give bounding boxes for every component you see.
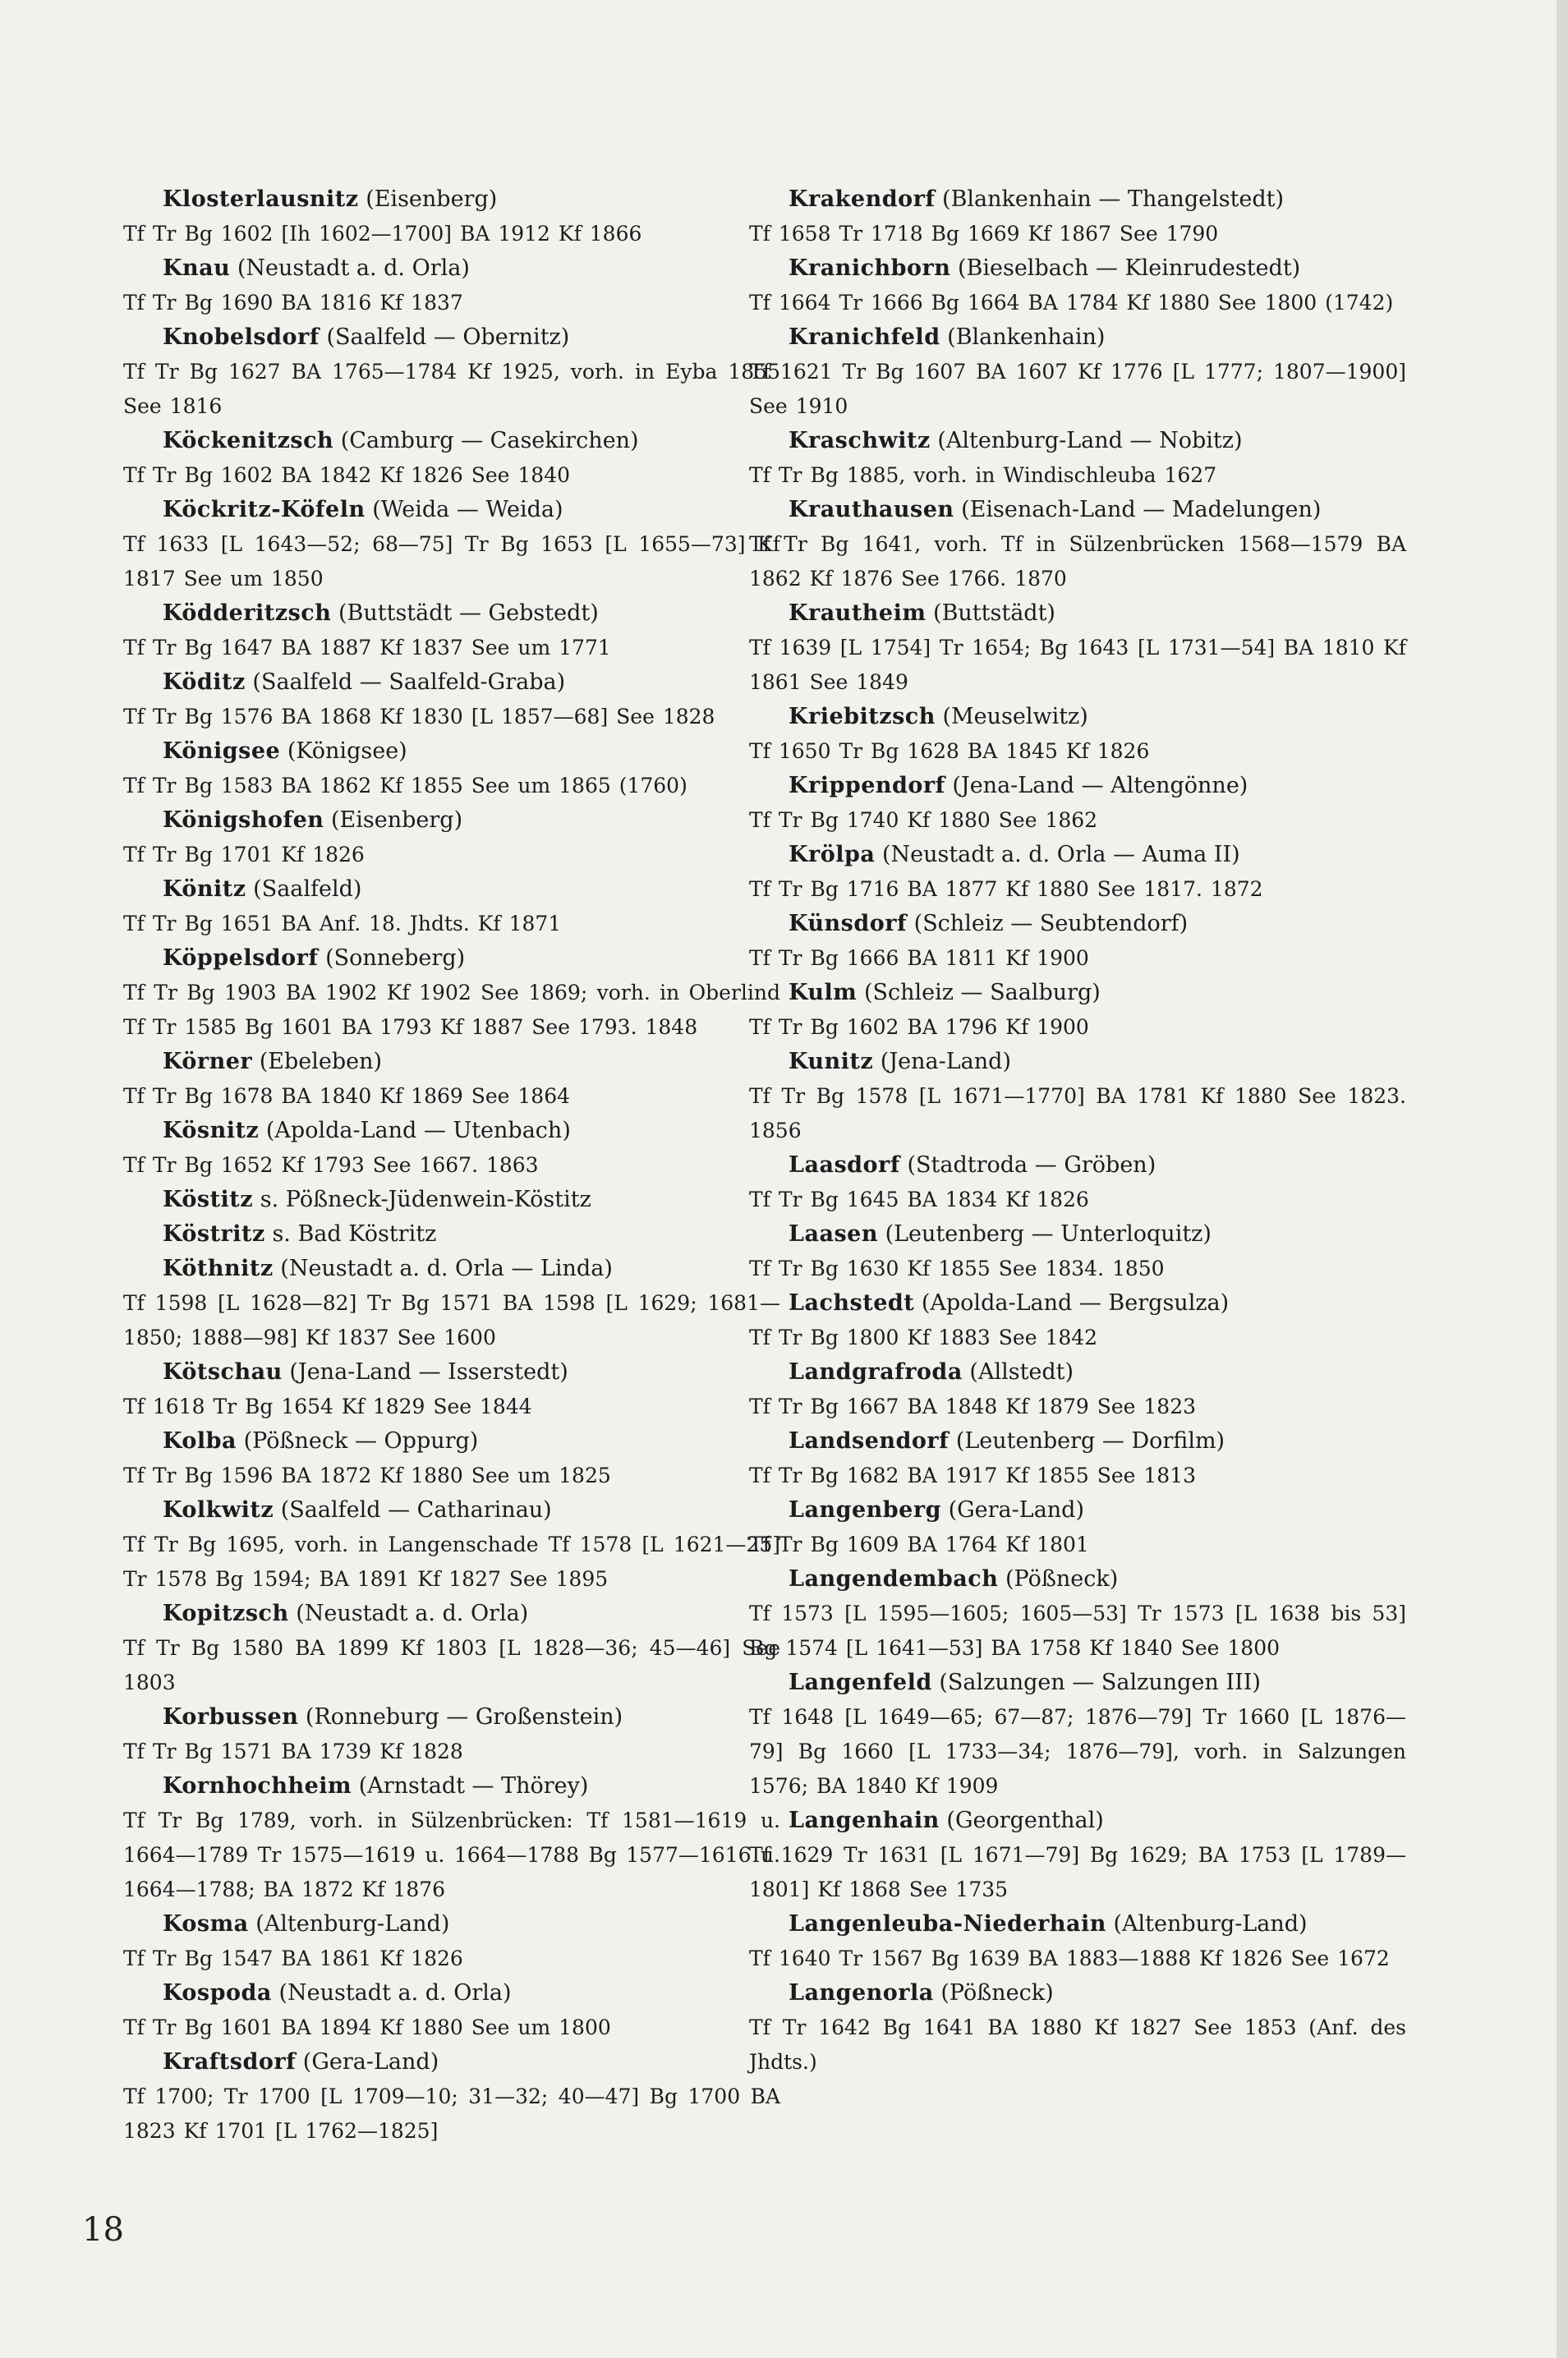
- entry-heading: [749, 251, 1406, 286]
- register-entry: [123, 734, 780, 803]
- entry-records: Tf 1700; Tr 1700 [L 1709—10; 31—32; 40—47] Bg 1700 BA 1823 Kf 1701 [L 1762—1825]: [123, 2085, 780, 2143]
- entry-heading: [123, 1769, 780, 1804]
- register-entry: [749, 182, 1406, 251]
- place-name: Knobelsdorf: [163, 324, 320, 350]
- entry-records: Tf Tr Bg 1641, vorh. Tf in Sülzenbrücken 1568—1579 BA 1862 Kf 1876 See 1766. 1870: [749, 532, 1406, 591]
- register-entry: [749, 838, 1406, 907]
- entry-records: Tf Tr Bg 1630 Kf 1855 See 1834. 1850: [749, 1257, 1165, 1280]
- place-name: Kosma: [163, 1911, 249, 1937]
- register-entry: [123, 872, 780, 941]
- place-region: (Buttstädt — Gebstedt): [338, 600, 599, 626]
- register-entry: [749, 1907, 1406, 1976]
- place-region: (Schleiz — Seubtendorf): [913, 911, 1189, 936]
- entry-records: Tf Tr Bg 1678 BA 1840 Kf 1869 See 1864: [123, 1084, 571, 1108]
- register-entry: [123, 182, 780, 251]
- place-region: (Blankenhain): [947, 324, 1106, 350]
- register-entry: [123, 1597, 780, 1700]
- place-region: (Eisenberg): [366, 186, 498, 212]
- place-name: Köstritz: [163, 1221, 265, 1247]
- entry-records: Tf 1573 [L 1595—1605; 1605—53] Tr 1573 [L 1638 bis 53] Bg 1574 [L 1641—53] BA 1758 Kf 1840 See 1800: [749, 1602, 1406, 1660]
- entry-heading: [749, 1804, 1406, 1838]
- register-entry: [123, 1493, 780, 1597]
- place-region: (Pößneck): [1005, 1566, 1119, 1592]
- page-number: 18: [82, 2211, 124, 2249]
- register-entry: [749, 1976, 1406, 2080]
- place-region: (Pößneck — Oppurg): [243, 1428, 479, 1454]
- place-region: (Neustadt a. d. Orla — Auma II): [881, 842, 1240, 867]
- place-region: (Gera-Land): [302, 2049, 439, 2075]
- place-name: Kulm: [789, 980, 858, 1005]
- entry-records: Tf Tr Bg 1576 BA 1868 Kf 1830 [L 1857—68] See 1828: [123, 705, 715, 729]
- entry-heading: [749, 1976, 1406, 2011]
- place-name: Kospoda: [163, 1980, 272, 2006]
- place-name: Landsendorf: [789, 1428, 950, 1454]
- place-name: Kraftsdorf: [163, 2049, 297, 2075]
- place-name: Korbussen: [163, 1704, 299, 1730]
- register-entry: [123, 665, 780, 734]
- left-column: [123, 182, 780, 2149]
- place-region: (Weida — Weida): [372, 497, 563, 522]
- register-entry: [123, 1907, 780, 1976]
- entry-heading: [123, 734, 780, 769]
- entry-heading: [123, 596, 780, 631]
- register-entry: [123, 320, 780, 424]
- entry-heading: [123, 1424, 780, 1459]
- entry-heading: [123, 1217, 780, 1252]
- place-region: (Camburg — Casekirchen): [340, 428, 639, 453]
- entry-heading: [123, 2045, 780, 2080]
- place-name: Köditz: [163, 669, 246, 695]
- right-column: [749, 182, 1406, 2080]
- place-region: (Jena-Land): [880, 1049, 1011, 1074]
- page-edge: [1557, 0, 1568, 2358]
- entry-heading: [123, 1355, 780, 1390]
- register-entry: [749, 424, 1406, 493]
- place-region: (Sonneberg): [325, 945, 466, 971]
- place-region: (Saalfeld — Catharinau): [280, 1497, 552, 1523]
- register-entry: [123, 1252, 780, 1355]
- place-region: (Altenburg-Land): [255, 1911, 450, 1937]
- register-entry: [123, 424, 780, 493]
- place-region: (Eisenberg): [331, 807, 463, 833]
- register-entry: [749, 1148, 1406, 1217]
- place-region: (Ronneburg — Großenstein): [305, 1704, 623, 1730]
- place-name: Langenberg: [789, 1497, 941, 1523]
- place-name: Königshofen: [163, 807, 324, 833]
- place-name: Köckenitzsch: [163, 428, 334, 453]
- entry-heading: [749, 424, 1406, 458]
- register-entry: [749, 1045, 1406, 1148]
- register-entry: [123, 493, 780, 596]
- entry-records: Tf Tr Bg 1645 BA 1834 Kf 1826: [749, 1188, 1089, 1211]
- entry-records: Tf Tr Bg 1716 BA 1877 Kf 1880 See 1817. 1872: [749, 877, 1263, 901]
- register-entry: [123, 1424, 780, 1493]
- entry-records: Tf Tr Bg 1740 Kf 1880 See 1862: [749, 808, 1098, 832]
- entry-heading: [123, 1907, 780, 1942]
- entry-heading: [123, 1700, 780, 1735]
- place-name: Langenleuba-Niederhain: [789, 1911, 1106, 1937]
- place-name: Krakendorf: [789, 186, 936, 212]
- place-name: Köstitz: [163, 1187, 254, 1212]
- entry-heading: [123, 1183, 780, 1217]
- register-entry: [749, 1493, 1406, 1562]
- place-name: Laasdorf: [789, 1152, 900, 1178]
- entry-records: Tf 1650 Tr Bg 1628 BA 1845 Kf 1826: [749, 739, 1150, 763]
- place-name: Königsee: [163, 738, 281, 764]
- register-entry: [123, 1217, 780, 1252]
- entry-heading: [123, 424, 780, 458]
- place-name: Kopitzsch: [163, 1601, 289, 1626]
- register-entry: [749, 1217, 1406, 1286]
- entry-records: Tf Tr Bg 1647 BA 1887 Kf 1837 See um 1771: [123, 636, 611, 660]
- entry-records: Tf Tr Bg 1682 BA 1917 Kf 1855 See 1813: [749, 1464, 1197, 1487]
- place-name: Künsdorf: [789, 911, 908, 936]
- entry-records: Tf 1658 Tr 1718 Bg 1669 Kf 1867 See 1790: [749, 222, 1219, 246]
- register-entry: [749, 1286, 1406, 1355]
- entry-records: Tf Tr Bg 1885, vorh. in Windischleuba 1627: [749, 463, 1217, 487]
- entry-records: Tf Tr Bg 1580 BA 1899 Kf 1803 [L 1828—36; 45—46] See 1803: [123, 1636, 780, 1694]
- place-region: (Arnstadt — Thörey): [358, 1773, 589, 1799]
- place-region: (Stadtroda — Gröben): [907, 1152, 1156, 1178]
- register-entry: [749, 1666, 1406, 1804]
- entry-records: Tf Tr Bg 1602 [Ih 1602—1700] BA 1912 Kf 1866: [123, 222, 642, 246]
- entry-records: Tf Tr Bg 1602 BA 1842 Kf 1826 See 1840: [123, 463, 571, 487]
- register-entry: [123, 1769, 780, 1907]
- entry-heading: [123, 320, 780, 355]
- entry-records: Tf Tr Bg 1651 BA Anf. 18. Jhdts. Kf 1871: [123, 912, 562, 935]
- entry-heading: [123, 1114, 780, 1148]
- place-region: (Leutenberg — Unterloquitz): [885, 1221, 1212, 1247]
- place-region: (Saalfeld — Saalfeld-Graba): [252, 669, 566, 695]
- place-name: Kranichborn: [789, 255, 951, 281]
- place-name: Langenhain: [789, 1808, 940, 1833]
- place-name: Köckritz-Köfeln: [163, 497, 366, 522]
- entry-records: Tf Tr Bg 1667 BA 1848 Kf 1879 See 1823: [749, 1395, 1197, 1418]
- place-region: (Ebeleben): [259, 1049, 383, 1074]
- place-name: Lachstedt: [789, 1290, 915, 1316]
- register-entry: [749, 1804, 1406, 1907]
- place-name: Köppelsdorf: [163, 945, 319, 971]
- place-name: Kraschwitz: [789, 428, 931, 453]
- entry-heading: [123, 1252, 780, 1286]
- register-entry: [749, 493, 1406, 596]
- entry-records: Tf Tr Bg 1602 BA 1796 Kf 1900: [749, 1015, 1089, 1039]
- entry-heading: [123, 251, 780, 286]
- place-name: Kriebitzsch: [789, 704, 936, 729]
- entry-heading: [749, 1666, 1406, 1700]
- entry-records: Tf Tr Bg 1583 BA 1862 Kf 1855 See um 1865 (1760): [123, 774, 687, 797]
- place-region: (Gera-Land): [948, 1497, 1085, 1523]
- place-name: Krölpa: [789, 842, 876, 867]
- entry-records: Tf 1639 [L 1754] Tr 1654; Bg 1643 [L 1731—54] BA 1810 Kf 1861 See 1849: [749, 636, 1406, 694]
- entry-records: Tf 1621 Tr Bg 1607 BA 1607 Kf 1776 [L 1777; 1807—1900] See 1910: [749, 360, 1406, 418]
- place-name: Kranichfeld: [789, 324, 940, 350]
- place-region: (Pößneck): [940, 1980, 1054, 2006]
- register-entry: [749, 1424, 1406, 1493]
- entry-heading: [123, 182, 780, 217]
- place-region: (Bieselbach — Kleinrudestedt): [957, 255, 1301, 281]
- place-name: Laasen: [789, 1221, 878, 1247]
- entry-records: Tf 1618 Tr Bg 1654 Kf 1829 See 1844: [123, 1395, 532, 1418]
- entry-records: Tf Tr Bg 1701 Kf 1826: [123, 843, 365, 866]
- register-entry: [749, 1355, 1406, 1424]
- entry-records: Tf Tr Bg 1596 BA 1872 Kf 1880 See um 1825: [123, 1464, 611, 1487]
- register-entry: [123, 1183, 780, 1217]
- entry-heading: [749, 838, 1406, 872]
- entry-records: Tf Tr Bg 1609 BA 1764 Kf 1801: [749, 1533, 1089, 1556]
- register-entry: [123, 803, 780, 872]
- place-region: (Apolda-Land — Bergsulza): [921, 1290, 1230, 1316]
- place-name: Kösnitz: [163, 1118, 260, 1143]
- register-entry: [123, 2045, 780, 2149]
- entry-records: Tf 1640 Tr 1567 Bg 1639 BA 1883—1888 Kf 1826 See 1672: [749, 1947, 1390, 1970]
- place-name: Körner: [163, 1049, 253, 1074]
- place-name: Landgrafroda: [789, 1359, 963, 1385]
- register-entry: [749, 251, 1406, 320]
- place-name: Krippendorf: [789, 773, 945, 798]
- entry-heading: [749, 1355, 1406, 1390]
- place-region: s. Pößneck-Jüdenwein-Köstitz: [260, 1187, 591, 1212]
- place-name: Könitz: [163, 876, 246, 902]
- register-entry: [749, 907, 1406, 976]
- entry-records: Tf Tr Bg 1547 BA 1861 Kf 1826: [123, 1947, 463, 1970]
- place-region: (Eisenach-Land — Madelungen): [961, 497, 1322, 522]
- register-entry: [749, 700, 1406, 769]
- place-region: (Salzungen — Salzungen III): [939, 1670, 1261, 1695]
- place-region: (Blankenhain — Thangelstedt): [942, 186, 1285, 212]
- register-entry: [123, 1114, 780, 1183]
- entry-heading: [123, 1493, 780, 1528]
- entry-heading: [749, 1907, 1406, 1942]
- entry-records: Tf Tr Bg 1627 BA 1765—1784 Kf 1925, vorh. in Eyba 1855 See 1816: [123, 360, 780, 418]
- entry-heading: [123, 941, 780, 976]
- place-name: Kolkwitz: [163, 1497, 274, 1523]
- entry-heading: [123, 1597, 780, 1631]
- entry-records: Tf 1633 [L 1643—52; 68—75] Tr Bg 1653 [L 1655—73] Kf 1817 See um 1850: [123, 532, 780, 591]
- place-region: (Allstedt): [969, 1359, 1074, 1385]
- register-entry: [123, 1700, 780, 1769]
- place-name: Knau: [163, 255, 231, 281]
- entry-heading: [123, 872, 780, 907]
- entry-heading: [749, 907, 1406, 941]
- register-entry: [749, 1562, 1406, 1666]
- entry-heading: [749, 1045, 1406, 1079]
- place-region: (Buttstädt): [933, 600, 1055, 626]
- register-entry: [123, 941, 780, 1045]
- place-region: (Neustadt a. d. Orla — Linda): [280, 1256, 613, 1281]
- entry-heading: [123, 803, 780, 838]
- place-name: Krautheim: [789, 600, 927, 626]
- register-entry: [123, 251, 780, 320]
- place-name: Langenfeld: [789, 1670, 932, 1695]
- place-region: (Jena-Land — Isserstedt): [289, 1359, 568, 1385]
- register-entry: [123, 596, 780, 665]
- register-entry: [123, 1045, 780, 1114]
- entry-records: Tf Tr Bg 1578 [L 1671—1770] BA 1781 Kf 1880 See 1823. 1856: [749, 1084, 1406, 1142]
- entry-heading: [749, 493, 1406, 527]
- entry-records: Tf Tr Bg 1690 BA 1816 Kf 1837: [123, 291, 463, 315]
- entry-records: Tf Tr Bg 1652 Kf 1793 See 1667. 1863: [123, 1153, 539, 1177]
- entry-heading: [749, 976, 1406, 1010]
- entry-heading: [123, 1045, 780, 1079]
- entry-heading: [749, 1217, 1406, 1252]
- entry-heading: [123, 1976, 780, 2011]
- place-name: Ködderitzsch: [163, 600, 332, 626]
- entry-records: Tf Tr Bg 1789, vorh. in Sülzenbrücken: Tf 1581—1619 u. 1664—1789 Tr 1575—1619 u. 1664—1788 Bg 1577—1616 u. 1664—1788; BA 1872 Kf 1876: [123, 1809, 780, 1901]
- place-name: Langendembach: [789, 1566, 999, 1592]
- place-name: Kornhochheim: [163, 1773, 352, 1799]
- place-region: (Neustadt a. d. Orla): [278, 1980, 512, 2006]
- place-name: Kötschau: [163, 1359, 283, 1385]
- entry-heading: [749, 1562, 1406, 1597]
- register-entry: [749, 596, 1406, 700]
- place-region: (Apolda-Land — Utenbach): [265, 1118, 571, 1143]
- place-name: Klosterlausnitz: [163, 186, 359, 212]
- place-name: Langenorla: [789, 1980, 934, 2006]
- entry-heading: [749, 700, 1406, 734]
- entry-heading: [749, 596, 1406, 631]
- entry-records: Tf 1629 Tr 1631 [L 1671—79] Bg 1629; BA 1753 [L 1789—1801] Kf 1868 See 1735: [749, 1843, 1406, 1901]
- place-region: (Schleiz — Saalburg): [863, 980, 1101, 1005]
- register-entry: [749, 769, 1406, 838]
- place-region: (Leutenberg — Dorfilm): [955, 1428, 1225, 1454]
- place-region: (Neustadt a. d. Orla): [296, 1601, 529, 1626]
- place-name: Kolba: [163, 1428, 237, 1454]
- place-region: (Altenburg-Land — Nobitz): [937, 428, 1243, 453]
- entry-records: Tf 1598 [L 1628—82] Tr Bg 1571 BA 1598 [L 1629; 1681—1850; 1888—98] Kf 1837 See 1600: [123, 1291, 780, 1349]
- entry-records: Tf Tr Bg 1666 BA 1811 Kf 1900: [749, 946, 1089, 970]
- place-region: (Saalfeld): [253, 876, 362, 902]
- entry-heading: [749, 1148, 1406, 1183]
- place-region: s. Bad Köstritz: [272, 1221, 437, 1247]
- entry-records: Tf 1664 Tr 1666 Bg 1664 BA 1784 Kf 1880 See 1800 (1742): [749, 291, 1394, 315]
- entry-heading: [749, 1424, 1406, 1459]
- place-name: Köthnitz: [163, 1256, 274, 1281]
- entry-records: Tf 1648 [L 1649—65; 67—87; 1876—79] Tr 1660 [L 1876—79] Bg 1660 [L 1733—34; 1876—79], vorh. in Salzungen 1576; BA 1840 Kf 1909: [749, 1705, 1406, 1798]
- entry-heading: [749, 769, 1406, 803]
- register-entry: [123, 1355, 780, 1424]
- place-region: (Saalfeld — Obernitz): [326, 324, 570, 350]
- register-entry: [749, 320, 1406, 424]
- place-region: (Meuselwitz): [942, 704, 1088, 729]
- place-region: (Georgenthal): [946, 1808, 1104, 1833]
- entry-heading: [749, 320, 1406, 355]
- place-region: (Jena-Land — Altengönne): [952, 773, 1248, 798]
- entry-heading: [749, 1286, 1406, 1321]
- entry-records: Tf Tr 1642 Bg 1641 BA 1880 Kf 1827 See 1853 (Anf. des Jhdts.): [749, 2016, 1406, 2074]
- place-name: Kunitz: [789, 1049, 874, 1074]
- entry-records: Tf Tr Bg 1601 BA 1894 Kf 1880 See um 1800: [123, 2016, 611, 2039]
- entry-records: Tf Tr Bg 1903 BA 1902 Kf 1902 See 1869; vorh. in Oberlind Tf Tr 1585 Bg 1601 BA 1793 Kf 1887 See 1793. 1848: [123, 981, 780, 1039]
- entry-records: Tf Tr Bg 1571 BA 1739 Kf 1828: [123, 1740, 463, 1763]
- place-region: (Königsee): [287, 738, 407, 764]
- entry-heading: [123, 493, 780, 527]
- entry-heading: [749, 1493, 1406, 1528]
- place-name: Krauthausen: [789, 497, 954, 522]
- register-entry: [749, 976, 1406, 1045]
- entry-heading: [749, 182, 1406, 217]
- entry-records: Tf Tr Bg 1800 Kf 1883 See 1842: [749, 1326, 1098, 1349]
- entry-records: Tf Tr Bg 1695, vorh. in Langenschade Tf 1578 [L 1621—25] Tr 1578 Bg 1594; BA 1891 Kf 1827 See 1895: [123, 1533, 780, 1591]
- place-region: (Neustadt a. d. Orla): [237, 255, 470, 281]
- register-entry: [123, 1976, 780, 2045]
- entry-heading: [123, 665, 780, 700]
- place-region: (Altenburg-Land): [1113, 1911, 1308, 1937]
